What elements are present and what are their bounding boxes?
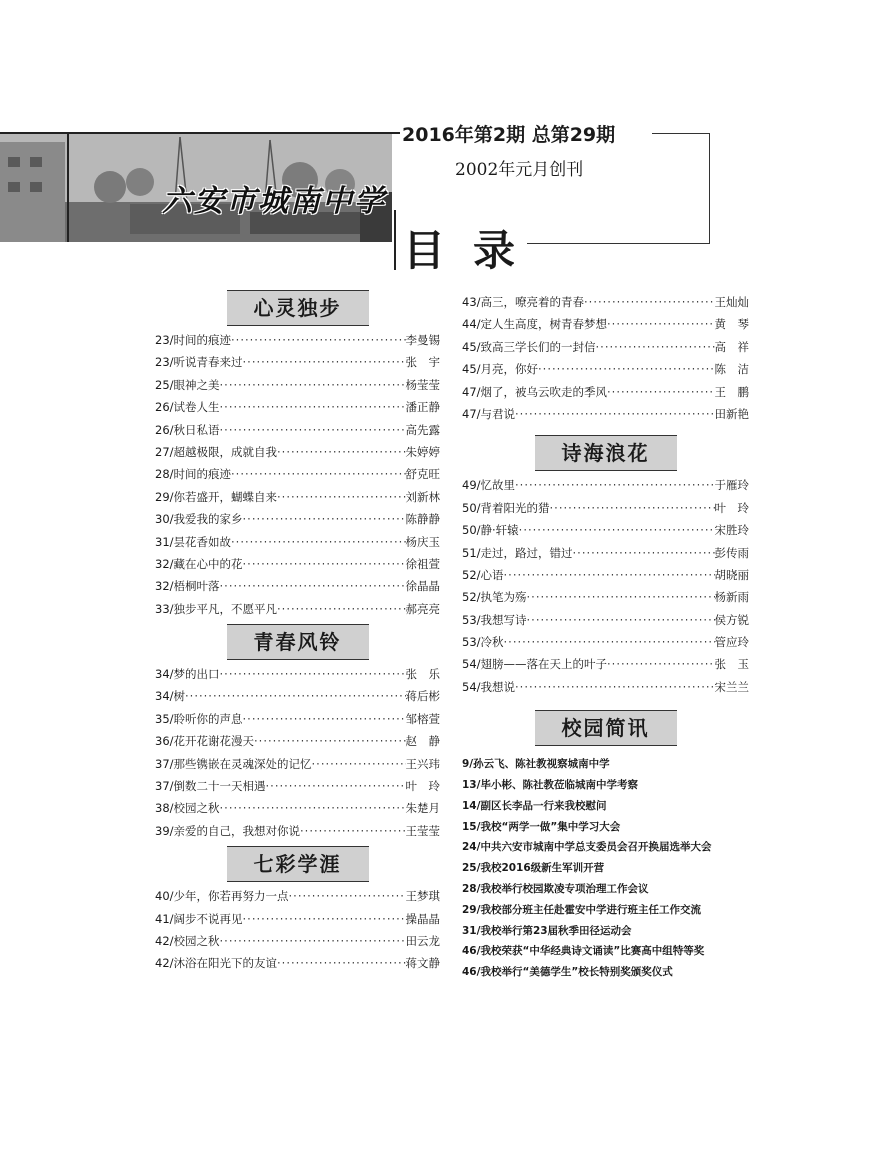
toc-item[interactable]: 44/定人生高度，树青春梦想 ····· 黄 琴 [462, 313, 749, 335]
toc-item[interactable]: 50/背着阳光的猎 ····· 叶 玲 [462, 497, 749, 519]
banner-top-rule [0, 132, 400, 134]
toc-item[interactable]: 49/忆故里 ····· 于雁玲 [462, 474, 749, 496]
header-rule [394, 210, 396, 270]
section-heading: 青春风铃 [227, 624, 369, 660]
toc-item[interactable]: 42/校园之秋 ····· 田云龙 [155, 930, 440, 952]
news-item[interactable]: 25/我校2016级新生军训开营 [462, 862, 605, 875]
toc-item[interactable]: 54/我想说 ····· 宋兰兰 [462, 676, 749, 698]
toc-item[interactable]: 30/我爱我的家乡 ····· 陈静静 [155, 508, 440, 530]
founded-date: 2002年元月创刊 [455, 160, 584, 180]
section-heading: 七彩学涯 [227, 846, 369, 882]
toc-item[interactable]: 29/你若盛开，蝴蝶自来 ····· 刘新林 [155, 486, 440, 508]
toc-item[interactable]: 31/昙花香如故 ····· 杨庆玉 [155, 531, 440, 553]
toc-left-column [155, 290, 440, 975]
section-heading: 诗海浪花 [535, 435, 677, 471]
toc-item[interactable]: 36/花开花谢花漫天 ····· 赵 静 [155, 730, 440, 752]
toc-item[interactable]: 23/听说青春来过 ····· 张 宇 [155, 351, 440, 373]
toc-item[interactable]: 32/藏在心中的花 ····· 徐祖萱 [155, 553, 440, 575]
toc-item[interactable]: 33/独步平凡，不愿平凡 ····· 郝亮亮 [155, 598, 440, 620]
toc-item[interactable]: 27/超越极限，成就自我 ····· 朱婷婷 [155, 441, 440, 463]
toc-item[interactable]: 26/试卷人生 ····· 潘正静 [155, 396, 440, 418]
section-heading: 心灵独步 [227, 290, 369, 326]
section-items [462, 291, 749, 425]
toc-item[interactable]: 47/烟了，被乌云吹走的季风 ····· 王 鹏 [462, 381, 749, 403]
toc-item[interactable]: 47/与君说 ····· 田新艳 [462, 403, 749, 425]
issue-number: 2016年第2期 总第29期 [402, 124, 616, 146]
toc-item[interactable]: 53/冷秋 ····· 管应玲 [462, 631, 749, 653]
toc-item[interactable]: 51/走过，路过，错过 ····· 彭传雨 [462, 542, 749, 564]
toc-item[interactable]: 54/翅膀——落在天上的叶子 ····· 张 玉 [462, 653, 749, 675]
toc-item[interactable]: 25/眼神之美 ····· 杨莹莹 [155, 374, 440, 396]
toc-item[interactable]: 32/梧桐叶落 ····· 徐晶晶 [155, 575, 440, 597]
toc-item[interactable]: 53/我想写诗 ····· 侯方锐 [462, 609, 749, 631]
toc-item[interactable]: 26/秋日私语 ····· 高先露 [155, 419, 440, 441]
section-items [155, 329, 440, 620]
toc-item[interactable]: 39/亲爱的自己，我想对你说 ····· 王莹莹 [155, 820, 440, 842]
toc-item[interactable]: 52/心语 ····· 胡晓丽 [462, 564, 749, 586]
section-items [462, 474, 749, 698]
news-item[interactable]: 14/副区长李品一行来我校慰问 [462, 799, 607, 812]
news-item[interactable]: 29/我校部分班主任赴霍安中学进行班主任工作交流 [462, 903, 701, 916]
news-item[interactable]: 46/我校举行“美德学生”校长特别奖颁奖仪式 [462, 966, 673, 979]
toc-item[interactable]: 35/聆听你的声息 ····· 邹榕萱 [155, 708, 440, 730]
header-rule [709, 133, 710, 244]
news-list [462, 754, 749, 983]
header-rule [652, 133, 710, 134]
toc-item[interactable]: 28/时间的痕迹 ····· 舒克旺 [155, 463, 440, 485]
toc-item[interactable]: 43/高三，嘹亮着的青春 ····· 王灿灿 [462, 291, 749, 313]
news-item[interactable]: 15/我校“两学一做”集中学习大会 [462, 820, 621, 833]
news-item[interactable]: 9/孙云飞、陈社教视察城南中学 [462, 758, 610, 771]
toc-item[interactable]: 41/阔步不说再见 ····· 操晶晶 [155, 908, 440, 930]
section-items [155, 663, 440, 842]
toc-item[interactable]: 37/那些镌嵌在灵魂深处的记忆 ····· 王兴玮 [155, 753, 440, 775]
header-rule [527, 243, 710, 244]
toc-item[interactable]: 40/少年，你若再努力一点 ····· 王梦琪 [155, 885, 440, 907]
news-item[interactable]: 31/我校举行第23届秋季田径运动会 [462, 924, 632, 937]
toc-item[interactable]: 38/校园之秋 ····· 朱楚月 [155, 797, 440, 819]
news-item[interactable]: 28/我校举行校园欺凌专项治理工作会议 [462, 883, 649, 896]
section-heading: 校园简讯 [535, 710, 677, 746]
toc-item[interactable]: 50/静·轩辕 ····· 宋胜玲 [462, 519, 749, 541]
toc-item[interactable]: 42/沐浴在阳光下的友谊 ····· 蒋文静 [155, 952, 440, 974]
section-items [155, 885, 440, 975]
toc-item[interactable]: 45/月亮，你好 ····· 陈 洁 [462, 358, 749, 380]
toc-item[interactable]: 37/倒数二十一天相遇 ····· 叶 玲 [155, 775, 440, 797]
toc-item[interactable]: 23/时间的痕迹 ····· 李曼锡 [155, 329, 440, 351]
toc-item[interactable]: 34/梦的出口 ····· 张 乐 [155, 663, 440, 685]
toc-title: 目录 [403, 226, 544, 275]
toc-right-column [462, 291, 749, 983]
toc-item[interactable]: 52/执笔为殇 ····· 杨新雨 [462, 586, 749, 608]
toc-item[interactable]: 34/树 ····· 蒋后彬 [155, 685, 440, 707]
news-item[interactable]: 13/毕小彬、陈社教莅临城南中学考察 [462, 779, 638, 792]
news-item[interactable]: 24/中共六安市城南中学总支委员会召开换届选举大会 [462, 841, 712, 854]
toc-item[interactable]: 45/致高三学长们的一封信 ····· 高 祥 [462, 336, 749, 358]
school-name: 六安市城南中学 [162, 184, 386, 219]
news-item[interactable]: 46/我校荣获“中华经典诗文诵读”比赛高中组特等奖 [462, 945, 705, 958]
